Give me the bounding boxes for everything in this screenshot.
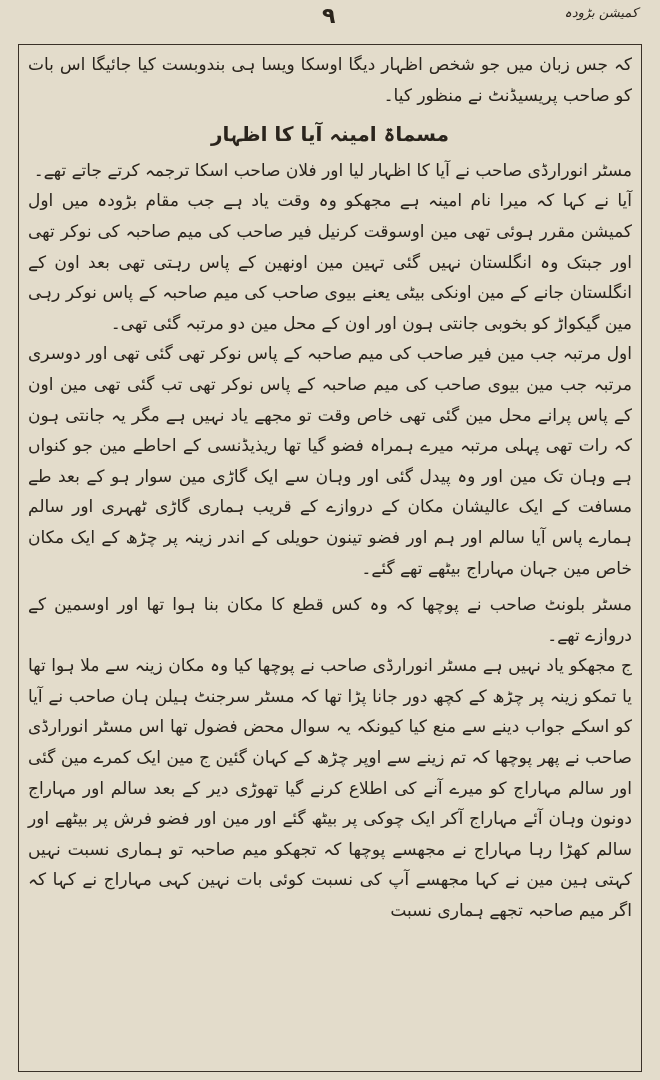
body-text [28,50,632,927]
section-heading: مسماۃ امینہ آیا کا اظہار [211,122,449,147]
paragraph-4: مسٹر بلونٹ صاحب نے پوچھا کہ وہ کس قطع کا مکان بنا ہوا تھا اور اوسمین کے دروازے تھے۔ [28,595,632,646]
paragraph-2: آیا نے کہا کہ میرا نام امینہ ہے مجھکو وہ وقت یاد ہے جب مقام بڑودہ میں اول کمیشن مقرر ہوئی تھی مین اوسوقت کرنیل فیر صاحب کی میم صاحبہ کی نوکر تھی اور جبتک وہ انگلستان نہیں گئی تہین مین اونھین کے پاس رہتی تھی بعد اون کے انگلستان جانے کے مین اونکی بیٹی یعنے بیوی صاحب کی میم صاحبہ کے پاس نوکر رہی مین گیکواڑ کو بخوبی جانتی ہون اور اون کے محل مین دو مرتبہ گئی تھی۔ [28,191,632,334]
paragraph-5: ج مجھکو یاد نہیں ہے مسٹر انورارڈی صاحب نے پوچھا کیا وہ مکان زینہ سے ملا ہوا تھا یا تمکو زینہ پر چڑھ کے کچھ دور جانا پڑا تھا کہ مسٹر سرجنٹ ہیلن ہان صاحب نے آیا کو اسکے جواب دینے سے منع کیا کیونکہ یہ سوال محض فضول تھا اس مسٹر انورارڈی صاحب نے پھر پوچھا کہ تم زینے سے اوپر چڑھ کے کہان گئین ج مین ایک کمرے مین گئی اور سالم مہاراج کو میرے آنے کی اطلاع کرنے گیا تھوڑی دیر کے بعد سالم اور مہاراج دونون وہان آئے مہاراج آکر ایک چوکی پر بیٹھ گئے اور مین اور فضو فرش پر بیٹھے اور سالم کھڑا رہا مہاراج نے مجھسے پوچھا کہ تجھکو میم صاحبہ تو ہماری نسبت نہیں کہتی ہین مین نے کہا مجھسے آپ کی نسبت کوئی بات نہین کہی مہاراج نے کہا کہ اگر میم صاحبہ تجھے ہماری نسبت [28,656,632,922]
paragraph-intro: کہ جس زبان میں جو شخص اظہار دیگا اوسکا ویسا ہی بندوبست کیا جائیگا اس بات کو صاحب پریسیڈنٹ نے منظور کیا۔ [28,55,632,106]
paragraph-3: اول مرتبہ جب مین فیر صاحب کی میم صاحبہ کے پاس نوکر تھی گئی تھی اور دوسری مرتبہ جب مین بیوی صاحب کی میم صاحبہ کے پاس نوکر تھی تب گئی تھی مین اون کے پاس پرانے محل مین گئی تھی خاص وقت تو مجھے یاد نہیں ہے مگر یہ جانتی ہون کہ رات تھی پہلی مرتبہ میرے ہمراہ فضو گیا تھا ریذیڈنسی کے احاطے مین جو کنواں ہے وہان تک مین اور وہ پیدل گئی اور وہان سے ایک گاڑی مین سوار ہو کے بعد طے مسافت کے ایک عالیشان مکان کے دروازے کے قریب ہماری گاڑی ٹھہری اور سالم ہمارے پاس آیا سالم اور ہم اور فضو تینون حویلی کے اندر زینہ پر چڑھ کے ایک مکان خاص مین جہان مہاراج بیٹھے تھے گئے۔ [28,344,632,579]
page-number: ۹ [322,4,336,29]
running-head: کمیشن بڑودہ [564,6,638,21]
paragraph-1: مسٹر انورارڈی صاحب نے آیا کا اظہار لیا اور فلان صاحب اسکا ترجمہ کرتے جاتے تھے۔ [33,160,632,181]
